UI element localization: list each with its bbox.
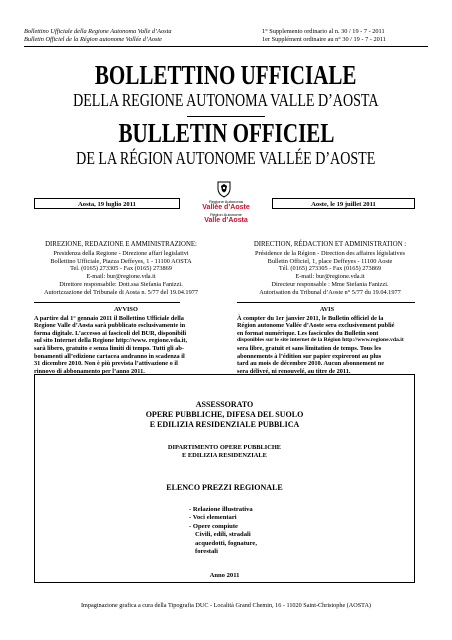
direzione-italian-heading: DIREZIONE, REDAZIONE E AMMINISTRAZIONE: xyxy=(45,241,197,248)
direzione-italian-line: Bollettino Ufficiale, Piazza Deffeyes, 1 - 11100 AOSTA xyxy=(50,257,192,265)
direzione-italian-line: E-mail: bur@regione.vda.it xyxy=(86,273,156,281)
direction-french-line: Tél. (0165) 273305 - Fax (0165) 273869 xyxy=(278,265,382,273)
notice-french-line: sera délivré, ni renouvelé, au titre de 2011. xyxy=(237,367,351,375)
italian-section-rule xyxy=(34,302,180,303)
masthead-divider xyxy=(187,116,265,117)
elenco-title: ELENCO PREZZI REGIONALE xyxy=(166,483,283,492)
dipartimento-line2: E EDILIZIA RESIDENZIALE xyxy=(182,452,267,459)
notice-italian xyxy=(34,306,218,375)
header-right-line1: 1° Supplemento ordinario al n. 30 / 19 - 7 - 2011 xyxy=(262,28,385,35)
date-box-french: Aoste, le 19 juillet 2011 xyxy=(272,198,415,209)
header-rule xyxy=(24,46,428,47)
subtitle-french: DE LA RÉGION AUTONOME VALLÉE D’AOSTE xyxy=(76,148,376,168)
direction-french xyxy=(237,241,423,297)
assessorato-line2: E EDILIZIA RESIDENZIALE PUBBLICA xyxy=(149,420,300,429)
list-item: Civili, edili, stradali xyxy=(195,531,251,539)
footer-printer-credit: Impaginazione grafica a cura della Tipografia DUC - Località Grand Chemin, 16 - 11020 Saint-Christophe (AOSTA) xyxy=(80,602,371,609)
list-item: - Voci elementari xyxy=(189,514,237,522)
assessorato-line1: OPERE PUBBLICHE, DIFESA DEL SUOLO xyxy=(145,410,304,419)
direction-french-line: E-mail: bur@regione.vda.it xyxy=(295,273,365,281)
direzione-italian-line: Direttore responsabile: Dott.ssa Stefania Fanizzi. xyxy=(59,280,183,288)
notice-italian-line: rinnovo di abbonamento per l’anno 2011. xyxy=(34,367,145,375)
notice-french-heading: AVIS xyxy=(319,306,335,313)
direction-french-line: Autorisation du Tribunal d’Aoste n° 5/77 du 19.04.1977 xyxy=(259,288,401,296)
notice-italian-line: 31 dicembre 2010. Non è più prevista l’attivazione o il xyxy=(34,360,178,368)
notice-italian-heading: AVVISO xyxy=(114,306,138,313)
direzione-italian-line: Tel. (0165) 273305 - Fax (0165) 273869 xyxy=(70,265,172,273)
notice-french-line: sera libre, gratuit et sans limitation de temps. Tous les xyxy=(237,344,382,352)
notice-italian-line: bonamenti all’edizione cartacea andranno in scadenza il xyxy=(34,352,185,360)
notice-french-line: disponibles sur le site internet de la Région http://www.regione.vda.it xyxy=(237,337,404,344)
direction-french-heading: DIRECTION, RÉDACTION ET ADMINISTRATION : xyxy=(253,241,407,248)
notice-italian-line: A partire dal 1° gennaio 2011 il Bollettino Ufficiale della xyxy=(34,314,184,322)
notice-french-line: À compter du 1er janvier 2011, le Bulletin officiel de la xyxy=(237,314,384,322)
title-italian: BOLLETTINO UFFICIALE xyxy=(95,60,357,90)
direzione-italian-line: Presidenza della Regione - Direzione affari legislativi xyxy=(53,249,189,257)
notice-italian-line: sarà libero, gratuito e senza limiti di tempo. Tutti gli ab- xyxy=(34,344,184,352)
list-item: - Relazione illustrativa xyxy=(189,506,253,513)
dipartimento-line1: DIPARTIMENTO OPERE PUBBLICHE xyxy=(167,444,282,451)
notice-french-line: Région autonome Vallée d’Aoste sera exclusivement publié xyxy=(237,322,395,330)
notice-italian-line: Regione Valle d’Aosta sarà pubblicato esclusivamente in xyxy=(34,322,186,330)
title-french: BULLETIN OFFICIEL xyxy=(118,118,334,148)
year-label: Anno 2011 xyxy=(209,572,240,579)
region-coat-of-arms-icon xyxy=(215,180,233,198)
list-item: acquedotti, fognature, xyxy=(195,539,257,547)
list-item: - Opere compiute xyxy=(189,522,238,530)
date-box-italian: Aosta, 19 luglio 2011 xyxy=(34,198,180,209)
notice-italian-line: forma digitale. L’accesso ai fascicoli del BUR, disponibili xyxy=(34,329,187,337)
header-left-line1: Bollettino Ufficiale della Regione Autonoma Valle d’Aosta xyxy=(24,28,172,35)
notice-french xyxy=(237,306,417,375)
header-right-line2: 1er Supplément ordinaire au n° 30 / 19 - 7 - 2011 xyxy=(262,36,386,43)
direction-french-line: Directeur responsable : Mme Stefania Fanizzi. xyxy=(271,280,389,288)
region-logo: Regione Autonoma Vallée d’Aoste Région Autonome Valle d’Aosta xyxy=(202,199,250,224)
subtitle-italian: DELLA REGIONE AUTONOMA VALLE D’AOSTA xyxy=(73,90,379,110)
notice-french-line: en format numérique. Les fascicules du Bulletin sont xyxy=(237,329,379,337)
notice-french-line: abonnements à l’édition sur papier expireront au plus xyxy=(237,352,382,360)
direction-french-line: Bulletin Officiel, 1, place Deffeyes - 11100 Aoste xyxy=(267,257,393,265)
notice-italian-line: sul sito Internet della Regione http://www. regione.vda.it, xyxy=(34,337,188,345)
contents-list xyxy=(189,506,257,556)
header-left-line2: Bulletin Officiel de la Région autonome Vallée d’Aoste xyxy=(24,36,162,43)
direzione-italian-line: Autorizzazione del Tribunale di Aosta n. 5/77 del 19.04.1977 xyxy=(43,288,199,296)
french-section-rule xyxy=(237,302,415,303)
direzione-italian xyxy=(28,241,214,297)
list-item: forestali xyxy=(195,548,218,556)
notice-french-line: tard au mois de décembre 2010. Aucun abonnement ne xyxy=(237,360,384,368)
direction-french-line: Présidence de la Région - Direction des affaires législatives xyxy=(255,249,405,257)
assessorato-label: ASSESSORATO xyxy=(195,400,254,409)
